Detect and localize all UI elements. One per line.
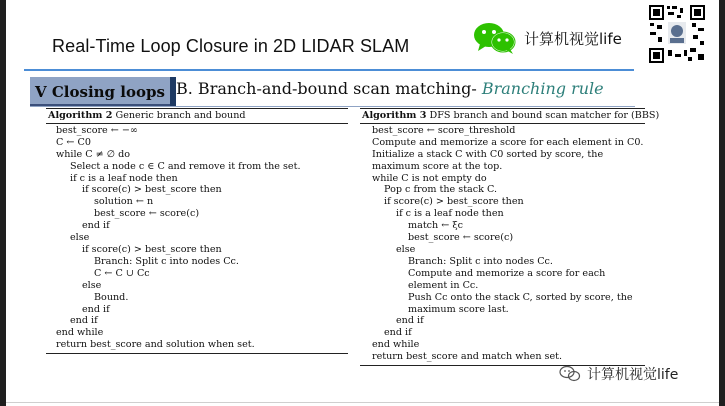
section-banner bbox=[30, 77, 170, 107]
wechat-badge-icon bbox=[559, 365, 581, 383]
algo3-line: best_score ← score_threshold bbox=[372, 124, 516, 136]
algo3-line: end if bbox=[396, 315, 424, 327]
algo2-line: return best_score and solution when set. bbox=[56, 339, 255, 351]
algorithm-3-box bbox=[360, 108, 660, 366]
algo3-line: if score(c) > best_score then bbox=[384, 196, 524, 208]
algo3-line: else bbox=[396, 243, 416, 255]
algo2-line: if c is a leaf node then bbox=[70, 172, 178, 184]
section-label: V Closing loops bbox=[35, 83, 165, 101]
algo2-line: else bbox=[82, 279, 102, 291]
qr-code-icon bbox=[648, 4, 706, 64]
algorithm-3-body bbox=[360, 124, 645, 363]
algo2-line: end while bbox=[56, 327, 104, 339]
algo3-line: end while bbox=[372, 339, 420, 351]
title-divider bbox=[24, 69, 634, 71]
algo2-line: C ← C0 bbox=[56, 136, 91, 148]
algo2-line: if score(c) > best_score then bbox=[82, 243, 222, 255]
algo2-line: C ← C ∪ Cc bbox=[94, 267, 150, 279]
algorithm-2-number: Algorithm 2 bbox=[48, 110, 113, 121]
algo3-line: Initialize a stack C with C0 sorted by score, the maximum score at the top. bbox=[372, 148, 604, 172]
algorithm-2-header bbox=[46, 108, 348, 124]
subtitle-main: B. Branch-and-bound scan matching- bbox=[176, 79, 482, 98]
left-frame-bar bbox=[0, 0, 6, 406]
algo3-line: Branch: Split c into nodes Cc. bbox=[408, 255, 553, 267]
algo2-line: end if bbox=[70, 315, 98, 327]
algorithm-2-body bbox=[46, 124, 348, 351]
algo2-line: Branch: Split c into nodes Cc. bbox=[94, 255, 239, 267]
brand-name: 计算机视觉life bbox=[524, 29, 622, 48]
algo3-line: match ← ξc bbox=[408, 220, 464, 232]
subtitle-divider bbox=[30, 106, 635, 107]
algorithm-3-header bbox=[360, 108, 660, 124]
algorithm-2-box bbox=[46, 108, 348, 354]
algo2-line: else bbox=[70, 232, 90, 244]
algorithm-3-title: DFS branch and bound scan matcher for (BBS) bbox=[429, 110, 660, 121]
algo2-line: best_score ← −∞ bbox=[56, 124, 138, 136]
algorithm-3-number: Algorithm 3 bbox=[362, 110, 427, 121]
algo2-line: end if bbox=[82, 303, 110, 315]
algo3-line: Pop c from the stack C. bbox=[384, 184, 498, 196]
algo3-line: Compute and memorize a score for each element in Cc. bbox=[408, 267, 606, 291]
algo3-line: if c is a leaf node then bbox=[396, 208, 504, 220]
algo2-line: if score(c) > best_score then bbox=[82, 184, 222, 196]
bottom-divider bbox=[6, 402, 719, 403]
algo3-line: end if bbox=[384, 327, 412, 339]
algo2-line: best_score ← score(c) bbox=[94, 208, 200, 220]
slide-title: Real-Time Loop Closure in 2D LIDAR SLAM bbox=[52, 36, 410, 56]
subtitle-highlight: Branching rule bbox=[481, 79, 604, 98]
algo3-line: Compute and memorize a score for each element in C0. bbox=[372, 136, 644, 148]
algorithm-2-footer-rule bbox=[46, 353, 348, 354]
algo2-line: while C ≠ ∅ do bbox=[56, 148, 131, 160]
algo3-line: Push Cc onto the stack C, sorted by score, the maximum score last. bbox=[408, 291, 633, 315]
right-frame-bar bbox=[719, 0, 725, 406]
algorithm-2-title: Generic branch and bound bbox=[115, 110, 246, 121]
algo3-line: return best_score and match when set. bbox=[372, 351, 563, 363]
brand-header bbox=[472, 20, 622, 56]
algo2-line: Bound. bbox=[94, 291, 129, 303]
algo2-line: end if bbox=[82, 220, 110, 232]
wechat-logo-icon bbox=[472, 20, 518, 56]
footer-brand-name: 计算机视觉life bbox=[587, 367, 679, 383]
algo2-line: Select a node c ∈ C and remove it from the set. bbox=[70, 160, 301, 172]
algo3-line: best_score ← score(c) bbox=[408, 232, 514, 244]
algo3-line: while C is not empty do bbox=[372, 172, 487, 184]
section-subtitle bbox=[176, 79, 604, 98]
algo2-line: solution ← n bbox=[94, 196, 154, 208]
brand-footer bbox=[559, 364, 678, 384]
